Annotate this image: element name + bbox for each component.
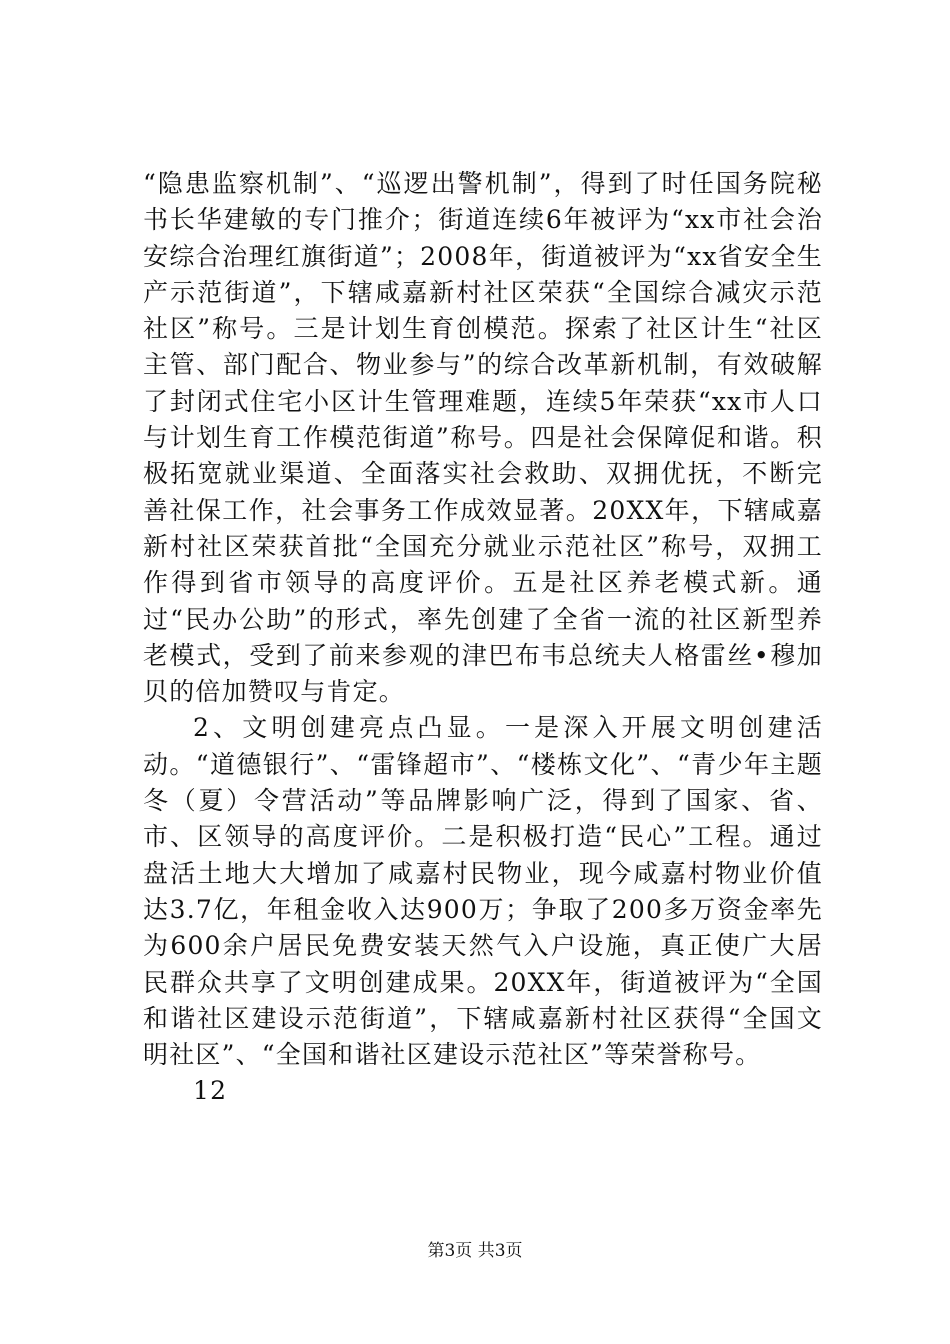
- paragraph-safety-achievements: “隐患监察机制”、“巡逻出警机制”，得到了时任国务院秘书长华建敏的专门推介；街道连续6年被评为“xx市社会治安综合治理红旗街道”；2008年，街道被评为“xx省安全生产示范街道”，下辖咸嘉新村社区荣获“全国综合减灾示范社区”称号。三是计划生育创模范。探索了社区计生“社区主管、部门配合、物业参与”的综合改革新机制，有效破解了封闭式住宅小区计生管理难题，连续5年荣获“xx市人口与计划生育工作模范街道”称号。四是社会保障促和谐。积极拓宽就业渠道、全面落实社会救助、双拥优抚，不断完善社保工作，社会事务工作成效显著。20XX年，下辖咸嘉新村社区荣获首批“全国充分就业示范社区”称号，双拥工作得到省市领导的高度评价。五是社区养老模式新。通过“民办公助”的形式，率先创建了全省一流的社区新型养老模式，受到了前来参观的津巴布韦总统夫人格雷丝•穆加贝的倍加赞叹与肯定。: [143, 169, 823, 707]
- page-footer: 第3页 共3页: [427, 1241, 523, 1261]
- paragraph-civilization-achievements: 2、文明创建亮点凸显。一是深入开展文明创建活动。“道德银行”、“雷锋超市”、“楼栋文化”、“青少年主题冬（夏）令营活动”等品牌影响广泛，得到了国家、省、市、区领导的高度评价。二是积极打造“民心”工程。通过盘活土地大大增加了咸嘉村民物业，现今咸嘉村物业价值达3.7亿，年租金收入达900万；争取了200多万资金率先为600余户居民免费安装天然气入户设施，真正使广大居民群众共享了文明创建成果。20XX年，街道被评为“全国和谐社区建设示范街道”，下辖咸嘉新村社区获得“全国文明社区”、“全国和谐社区建设示范社区”等荣誉称号。: [143, 713, 823, 1070]
- paragraph-number: 12: [193, 1076, 228, 1106]
- document-body: [143, 166, 823, 1110]
